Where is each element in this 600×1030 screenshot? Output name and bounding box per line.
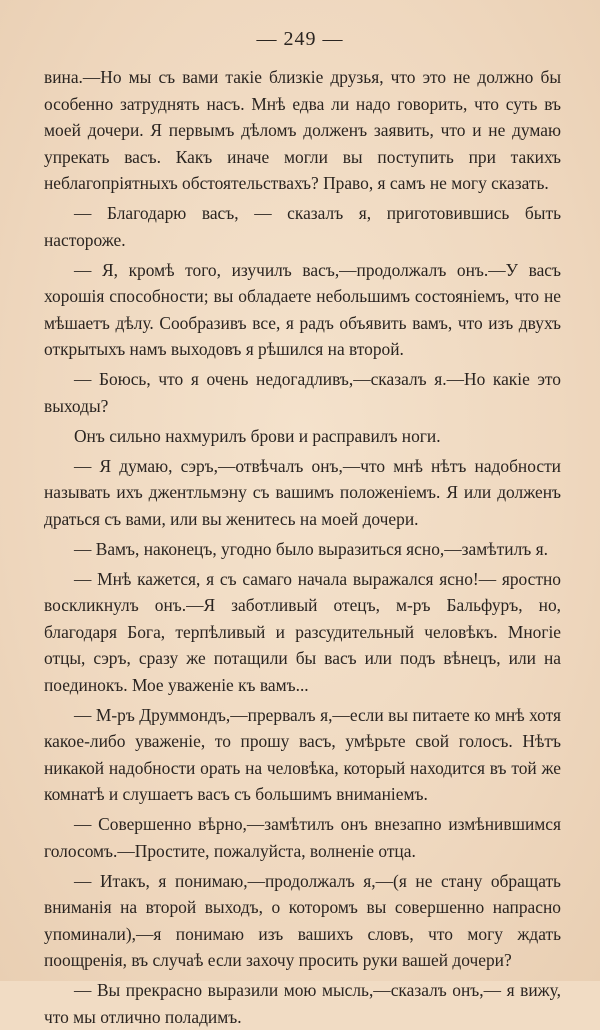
paragraph: — Мнѣ кажется, я съ самаго начала выражался ясно!— яростно воскликнулъ онъ.—Я заботливый отецъ, м-ръ Бальфуръ, но, благодаря Бога, терпѣливый и разсудительный человѣкъ. Многіе отцы, сэръ, сразу же потащили бы васъ или подъ вѣнецъ, или на поединокъ. Мое уваженіе къ вамъ... bbox=[44, 568, 561, 695]
paragraph: — Я, кромѣ того, изучилъ васъ,—продолжалъ онъ.—У васъ хорошія способности; вы обладаете небольшимъ состояніемъ, что не мѣшаетъ дѣлу. Сообразивъ все, я радъ объявить вамъ, что изъ двухъ открытыхъ намъ выходовъ я рѣшился на второй. bbox=[44, 259, 561, 359]
paragraph: — Совершенно вѣрно,—замѣтилъ онъ внезапно измѣнившимся голосомъ.—Простите, пожалуйста, волненіе отца. bbox=[44, 814, 561, 861]
paragraph: — Благодарю васъ, — сказалъ я, приготовившись быть настороже. bbox=[44, 203, 561, 250]
paragraph: Онъ сильно нахмурилъ брови и расправилъ ноги. bbox=[74, 425, 441, 446]
paragraph: — Вамъ, наконецъ, угодно было выразиться ясно,—замѣтилъ я. bbox=[74, 538, 548, 559]
paragraph: — Итакъ, я понимаю,—продолжалъ я,—(я не стану обращать вниманія на второй выходъ, о которомъ вы совершенно напрасно упоминали),—я понимаю изъ вашихъ словъ, что могу ждать поощренія, въ случаѣ если захочу просить руки вашей дочери? bbox=[44, 870, 561, 970]
paragraph: — М-ръ Друммондъ,—прервалъ я,—если вы питаете ко мнѣ хотя какое-либо уваженіе, то прошу васъ, умѣрьте свой голосъ. Нѣтъ никакой надобности орать на человѣка, который находится въ той же комнатѣ и слушаетъ васъ съ большимъ вниманіемъ. bbox=[44, 704, 561, 804]
paragraph: — Вы прекрасно выразили мою мысль,—сказалъ онъ,— я вижу, что мы отлично поладимъ. bbox=[44, 980, 561, 1027]
paragraph: — Я думаю, сэръ,—отвѣчалъ онъ,—что мнѣ нѣтъ надобности называть ихъ джентльмэну съ вашимъ положеніемъ. Я или долженъ драться съ вами, или вы женитесь на моей дочери. bbox=[44, 455, 561, 529]
paragraph: — Боюсь, что я очень недогадливъ,—сказалъ я.—Но какіе это выходы? bbox=[44, 369, 561, 416]
paragraph: вина.—Но мы съ вами такіе близкіе друзья, что это не должно бы особенно затруднять насъ. Мнѣ едва ли надо говорить, что суть въ моей дочери. Я первымъ дѣломъ долженъ заявить, что и не думаю упрекать васъ. Какъ иначе могли вы поступить при такихъ неблагопріятныхъ обстоятельствахъ? Право, я самъ не могу сказать. bbox=[44, 67, 561, 193]
page-number: — 249 — bbox=[256, 28, 344, 50]
text-block bbox=[44, 64, 561, 1030]
